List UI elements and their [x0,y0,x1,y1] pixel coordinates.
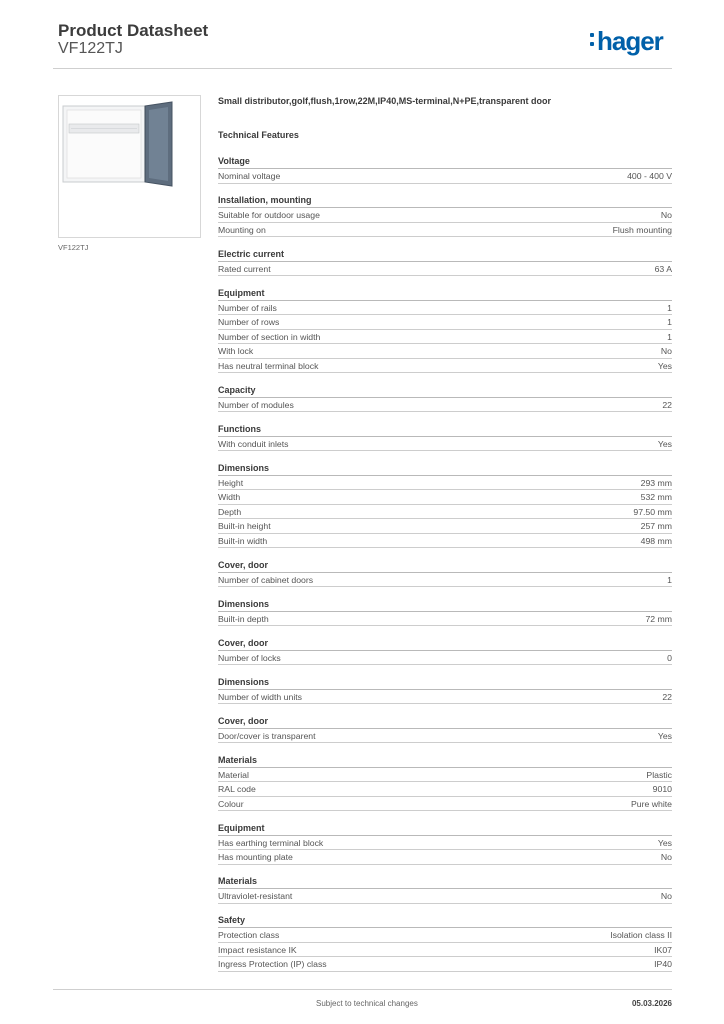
spec-label: Depth [218,506,242,517]
spec-value: Plastic [646,769,672,780]
spec-value: 1 [667,317,672,327]
section-title: Cover, door [218,559,672,573]
spec-label: RAL code [218,784,256,794]
spec-label: Built-in depth [218,613,269,624]
section-title: Installation, mounting [218,194,672,208]
spec-value: Yes [657,360,672,371]
spec-label: Mounting on [218,224,266,235]
spec-value: 22 [662,399,672,410]
spec-row [218,490,672,505]
spec-value: No [660,346,672,356]
spec-value: Isolation class II [610,930,672,940]
spec-section [218,423,672,452]
spec-label: Number of locks [218,652,281,663]
section-title: Capacity [218,384,672,398]
spec-label: Has neutral terminal block [218,360,319,371]
product-code: VF122TJ [58,40,123,57]
spec-row [218,315,672,330]
spec-value: 9010 [652,784,672,794]
spec-row [218,301,672,316]
spec-label: Ingress Protection (IP) class [218,959,327,969]
section-title: Materials [218,875,672,889]
section-title: Dimensions [218,676,672,690]
spec-value: 1 [667,574,672,585]
spec-label: Width [218,492,241,502]
section-title: Materials [218,754,672,768]
spec-label: Height [218,477,244,488]
spec-section [218,676,672,705]
spec-label: Built-in height [218,521,271,531]
section-title: Equipment [218,822,672,836]
spec-label: Number of rows [218,317,280,327]
header-divider [53,68,672,69]
spec-value: No [660,852,672,862]
spec-row [218,398,672,413]
spec-value: Yes [657,837,672,848]
spec-value: No [660,210,672,220]
spec-row [218,519,672,534]
spec-value: 293 mm [640,477,672,488]
spec-label: Number of width units [218,691,303,702]
spec-row [218,573,672,588]
spec-section [218,754,672,812]
spec-row [218,651,672,666]
spec-section [218,155,672,184]
section-title: Safety [218,914,672,928]
spec-value: No [660,891,672,901]
spec-section [218,822,672,865]
spec-row [218,889,672,904]
spec-value: IP40 [654,959,672,969]
footer-divider [53,989,672,990]
spec-row [218,437,672,452]
spec-value: 22 [662,691,672,702]
spec-row [218,768,672,783]
spec-row [218,850,672,865]
spec-label: Nominal voltage [218,171,281,181]
spec-row [218,208,672,223]
spec-row [218,476,672,491]
spec-label: Material [218,769,249,780]
spec-row [218,836,672,851]
spec-value: 1 [667,302,672,313]
section-title: Cover, door [218,637,672,651]
spec-row [218,782,672,797]
page-title: Product Datasheet [58,21,209,40]
spec-row [218,928,672,943]
spec-value: Yes [657,438,672,449]
spec-value: IK07 [654,944,672,955]
spec-row [218,262,672,277]
spec-value: 0 [667,652,672,663]
spec-row [218,169,672,184]
spec-row [218,359,672,374]
spec-label: Colour [218,798,244,809]
specification-table [218,155,672,972]
section-title: Electric current [218,248,672,262]
spec-section [218,598,672,627]
spec-value: Yes [657,730,672,741]
spec-label: With conduit inlets [218,438,289,449]
spec-label: Suitable for outdoor usage [218,210,320,220]
hager-logo [590,28,663,54]
product-image [58,95,201,238]
spec-row [218,505,672,520]
spec-label: Built-in width [218,535,268,546]
spec-label: Has mounting plate [218,852,293,862]
spec-row [218,690,672,705]
spec-section [218,715,672,744]
spec-label: Number of modules [218,399,294,410]
section-title: Voltage [218,155,672,169]
spec-label: Protection class [218,930,280,940]
image-caption: VF122TJ [58,243,89,252]
distribution-board-icon [59,96,200,237]
spec-section [218,248,672,277]
spec-value: Pure white [630,798,672,809]
spec-section [218,914,672,972]
section-title: Equipment [218,287,672,301]
spec-label: Rated current [218,263,271,274]
section-title: Dimensions [218,462,672,476]
spec-label: Impact resistance IK [218,944,297,955]
footer-date: 05.03.2026 [631,999,672,1008]
spec-row [218,344,672,359]
spec-row [218,612,672,627]
spec-label: With lock [218,346,254,356]
product-description: Small distributor,golf,flush,1row,22M,IP40,MS-terminal,N+PE,transparent door [218,96,551,106]
spec-row [218,729,672,744]
footer-note: Subject to technical changes [316,999,418,1008]
spec-label: Ultraviolet-resistant [218,891,293,901]
technical-features-heading: Technical Features [218,130,299,140]
spec-value: 400 - 400 V [627,171,672,181]
spec-row [218,534,672,549]
spec-row [218,330,672,345]
spec-section [218,875,672,904]
spec-value: 257 mm [640,521,672,531]
spec-label: Number of cabinet doors [218,574,314,585]
spec-value: 97.50 mm [633,506,672,517]
spec-section [218,637,672,666]
section-title: Cover, door [218,715,672,729]
section-title: Dimensions [218,598,672,612]
spec-label: Number of rails [218,302,277,313]
spec-value: 63 A [654,263,672,274]
spec-value: 1 [667,331,672,342]
spec-value: 532 mm [640,492,672,502]
logo-text: hager [597,26,663,56]
spec-section [218,462,672,549]
spec-value: Flush mounting [612,224,672,235]
spec-label: Number of section in width [218,331,321,342]
spec-row [218,223,672,238]
spec-label: Door/cover is transparent [218,730,316,741]
spec-row [218,957,672,972]
spec-section [218,194,672,237]
spec-section [218,559,672,588]
spec-value: 72 mm [645,613,672,624]
spec-value: 498 mm [640,535,672,546]
spec-label: Has earthing terminal block [218,837,324,848]
logo-dots-icon [590,28,594,46]
spec-section [218,287,672,374]
spec-section [218,384,672,413]
spec-row [218,943,672,958]
section-title: Functions [218,423,672,437]
spec-row [218,797,672,812]
